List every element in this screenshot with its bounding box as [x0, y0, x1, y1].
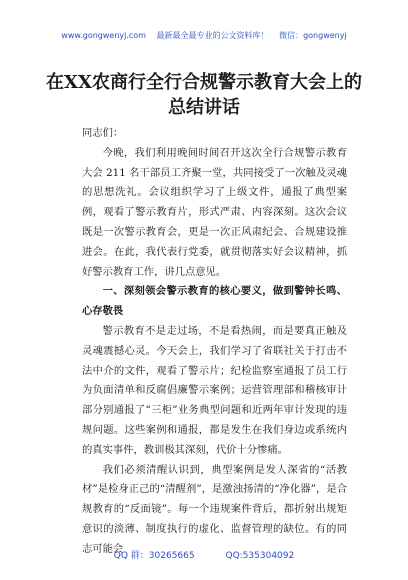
- header-site-link[interactable]: www.gongwenyj.com: [61, 31, 146, 40]
- paragraph-2: 警示教育不是走过场，不是看热闹，而是要真正触及灵魂震撼心灵。今天会上，我们学习了省联社关于打击不法中介的文件，观看了警示片；纪检监察室通报了员工行为负面清单和反腐倡廉警示案例；运营管理部和稽核审计部分别通报了“三柜”业务典型问题和近两年审计发现的违规问题。这些案例和通报，都是发生在我们身边或系统内的真实事件，教训极其深刻，代价十分惨痛。: [82, 324, 347, 456]
- page-footer: [0, 548, 408, 561]
- document-title: [40, 70, 368, 120]
- paragraph-3: 我们必须清醒认识到，典型案例是发人深省的“活教材”是检身正己的“清醒剂”，是激浊扬清的“净化器”，是合规教育的“反面镜”。每一个违规案件背后，都折射出规矩意识的淡薄、制度执行的虚化、监督管理的缺位。有的同志可能会: [82, 463, 347, 555]
- header-wechat: 微信：gongwenyj: [279, 31, 347, 40]
- salutation: 同志们：: [82, 127, 124, 139]
- footer-qq: QQ:535304092: [225, 551, 295, 561]
- header-slogan: 最新最全最专业的公文资料库！: [156, 31, 269, 40]
- title-line-2: 总结讲话: [168, 97, 240, 118]
- title-line-1: 在XX农商行全行合规警示教育大会上的: [46, 72, 362, 93]
- section-heading-1: 一、深刻领会警示教育的核心要义，做到警钟长鸣、心存敬畏: [82, 285, 347, 318]
- paragraph-1: 今晚，我们利用晚间时间召开这次全行合规警示教育大会 211 名干部员工齐聚一堂，共同接受了一次触及灵魂的思想洗礼。会议组织学习了上级文件，通报了典型案例，观看了警示教育片，形式严肃、内容深刻。这次会议既是一次警示教育会，更是一次正风肃纪会、合规建设推进会。在此，我代表行党委，就贯彻落实好会议精神，抓好警示教育工作，讲几点意见。: [82, 146, 347, 278]
- page-header: [0, 30, 408, 41]
- footer-qq-group: QQ 群：30265665: [113, 551, 195, 561]
- document-body: [82, 124, 347, 560]
